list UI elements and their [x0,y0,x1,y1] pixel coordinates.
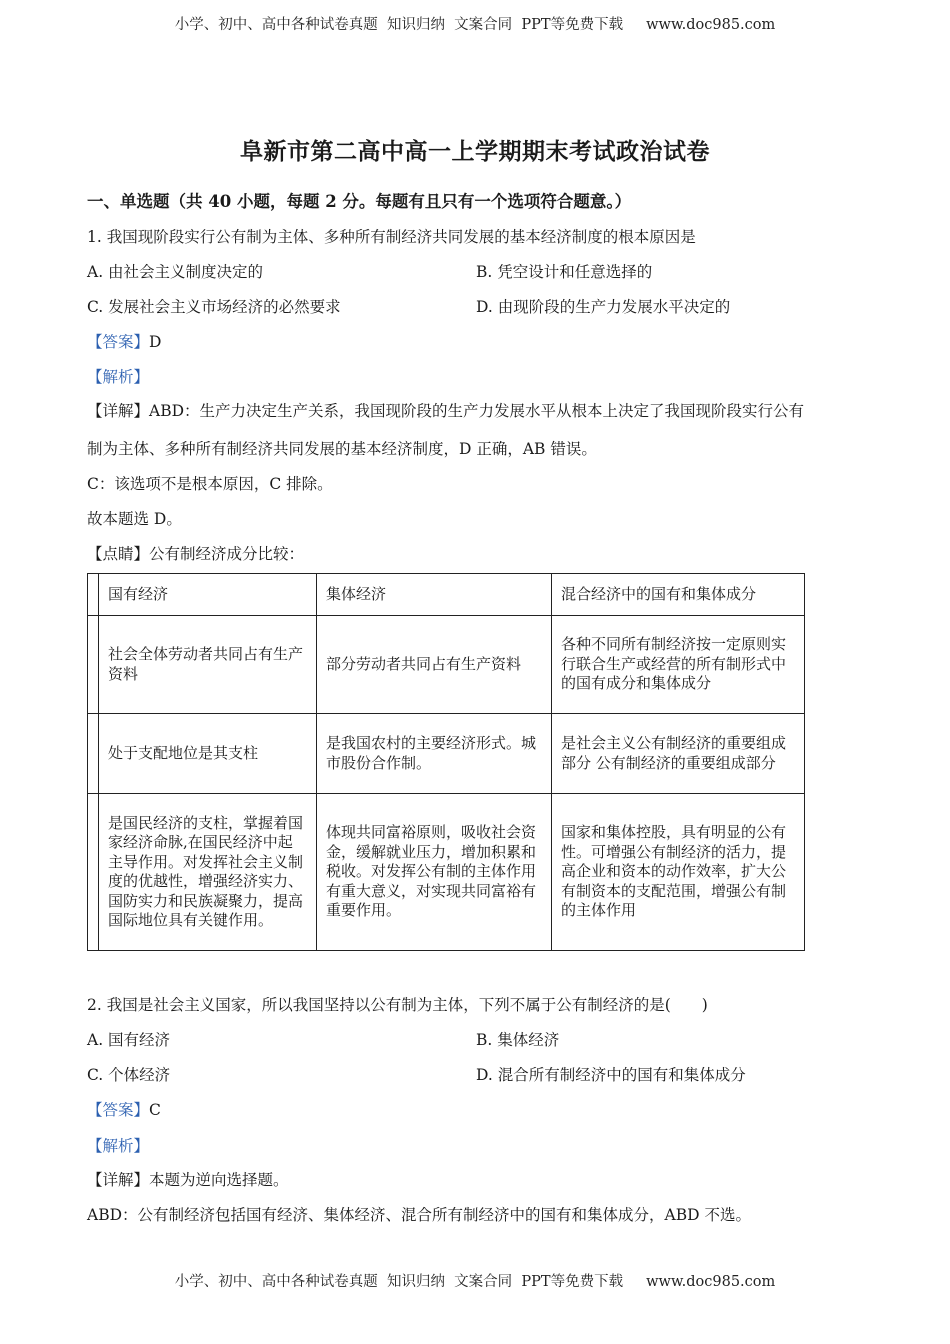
table-cell: 是我国农村的主要经济形式。城市股份合作制。 [317,714,552,794]
q2-answer [87,1098,161,1120]
answer-tag: 【答案】 [87,333,150,351]
q1-analysis-tag: 【解析】 [87,368,150,386]
q2-stem: 2. 我国是社会主义国家，所以我国坚持以公有制为主体，下列不属于公有制经济的是( ) [87,996,708,1014]
q1-detail-1: 【详解】ABD：生产力决定生产关系，我国现阶段的生产力发展水平从根本上决定了我国现阶段实行公有 [87,402,805,420]
comparison-table [87,573,805,951]
section-heading: 一、单选题（共 40 小题，每题 2 分。每题有且只有一个选项符合题意。） [87,192,632,211]
table-cell: 体现共同富裕原则，吸收社会资金，缓解就业压力，增加积累和税收。对发挥公有制的主体作用有重大意义，对实现共同富裕有重要作用。 [317,794,552,951]
table-cell: 社会全体劳动者共同占有生产资料 [99,616,317,714]
table-cell: 各种不同所有制经济按一定原则实行联合生产或经营的所有制形式中的国有成分和集体成分 [552,616,805,714]
table-cell: 部分劳动者共同占有生产资料 [317,616,552,714]
q1-detail-4: 故本题选 D。 [87,510,182,528]
page-footer: 小学、初中、高中各种试卷真题 知识归纳 文案合同 PPT等免费下载 www.doc985.com [174,1274,776,1290]
q1-answer [87,330,161,352]
answer-value: C [149,1101,161,1119]
q1-detail-2: 制为主体、多种所有制经济共同发展的基本经济制度，D 正确，AB 错误。 [87,440,597,458]
q2-option-d: D. 混合所有制经济中的国有和集体成分 [476,1066,746,1084]
q1-stem: 1. 我国现阶段实行公有制为主体、多种所有制经济共同发展的基本经济制度的根本原因是 [87,228,696,246]
table-header-cell: 集体经济 [317,574,552,616]
q1-option-c: C. 发展社会主义市场经济的必然要求 [87,298,341,316]
table-header-cell: 国有经济 [99,574,317,616]
q1-detail-3: C：该选项不是根本原因，C 排除。 [87,475,333,493]
answer-value: D [149,333,162,351]
q2-option-b: B. 集体经济 [476,1031,560,1049]
answer-tag: 【答案】 [87,1101,150,1119]
q2-detail-1: 【详解】本题为逆向选择题。 [87,1171,289,1189]
q2-option-c: C. 个体经济 [87,1066,171,1084]
table-cell: 国家和集体控股，具有明显的公有性。可增强公有制经济的活力，提高企业和资本的动作效率，扩大公有制资本的支配范围，增强公有制的主体作用 [552,794,805,951]
q2-option-a: A. 国有经济 [87,1031,171,1049]
q2-analysis-tag: 【解析】 [87,1137,150,1155]
table-row [88,714,805,794]
table-cell: 处于支配地位是其支柱 [99,714,317,794]
table-cell: 是国民经济的支柱，掌握着国家经济命脉,在国民经济中起主导作用。对发挥社会主义制度的优越性，增强经济实力、国防实力和民族凝聚力，提高国际地位具有关键作用。 [99,794,317,951]
q1-option-b: B. 凭空设计和任意选择的 [476,263,653,281]
q1-tip: 【点睛】公有制经济成分比较： [87,545,305,563]
table-row [88,616,805,714]
table-row [88,794,805,951]
table-cell: 是社会主义公有制经济的重要组成部分 公有制经济的重要组成部分 [552,714,805,794]
page-header: 小学、初中、高中各种试卷真题 知识归纳 文案合同 PPT等免费下载 www.doc985.com [174,17,776,33]
exam-title: 阜新市第二高中高一上学期期末考试政治试卷 [240,138,710,165]
q1-option-a: A. 由社会主义制度决定的 [87,263,264,281]
table-header-row [88,574,805,616]
table-header-cell: 混合经济中的国有和集体成分 [552,574,805,616]
q1-option-d: D. 由现阶段的生产力发展水平决定的 [476,298,731,316]
q2-detail-2: ABD：公有制经济包括国有经济、集体经济、混合所有制经济中的国有和集体成分，ABD 不选。 [87,1206,751,1224]
